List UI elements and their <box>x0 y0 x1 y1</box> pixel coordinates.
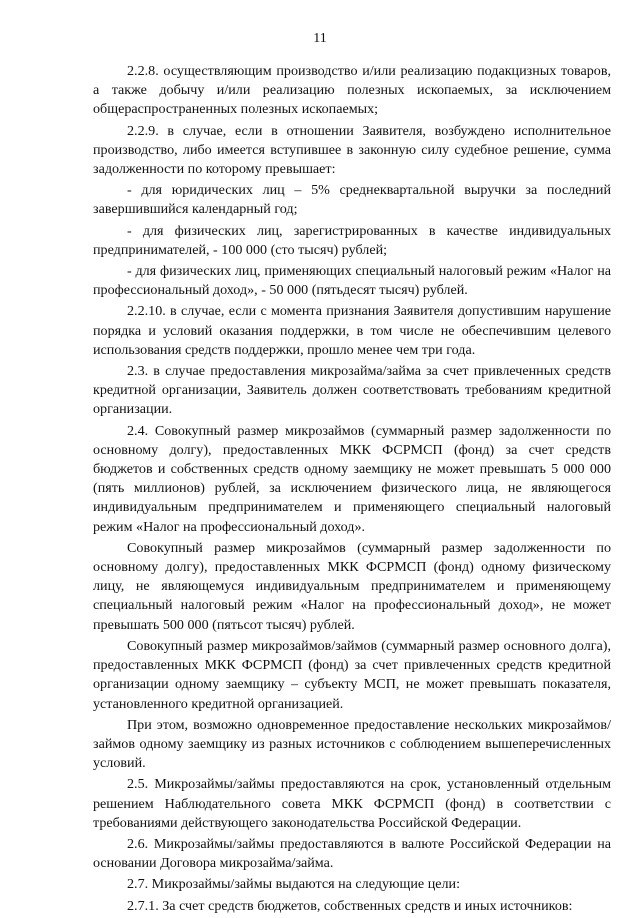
paragraph-2-4-individuals: Совокупный размер микрозаймов (суммарный размер задолженности по основному долгу), предоставленных МКК ФСРМСП (фонд) одному физическому лицу, не являющемуся индивидуальным предпринимателем и применяющему специальный налоговый режим «Налог на профессиональный доход», не может превышать 500 000 (пятьсот тысяч) рублей. <box>93 539 611 633</box>
paragraph-2-2-10: 2.2.10. в случае, если с момента признания Заявителя допустившим нарушение порядка и условий оказания поддержки, в том числе не обеспечившим целевого использования средств поддержки, прошло менее чем три года. <box>93 303 611 358</box>
paragraph-2-4-simultaneous: При этом, возможно одновременное предоставление нескольких микрозаймов/займов одному заемщику из разных источников с соблюдением вышеперечисленных условий. <box>93 716 611 772</box>
paragraph-2-5: 2.5. Микрозаймы/займы предоставляются на срок, установленный отдельным решением Наблюдательного совета МКК ФСРМСП (фонд) в соответствии с требованиями действующего законодательства Российской Федерации. <box>93 776 611 831</box>
paragraph-2-6: 2.6. Микрозаймы/займы предоставляются в валюте Российской Федерации на основании Договора микрозайма/займа. <box>93 835 611 872</box>
paragraph-2-3: 2.3. в случае предоставления микрозайма/займа за счет привлеченных средств кредитной организации, Заявитель должен соответствовать требованиям кредитной организации. <box>93 363 611 418</box>
document-body <box>93 62 611 918</box>
list-item-legal-entities: - для юридических лиц – 5% среднеквартальной выручки за последний завершившийся календарный год; <box>93 182 611 218</box>
list-item-self-employed: - для физических лиц, применяющих специальный налоговый режим «Налог на профессиональный доход», - 50 000 (пятьдесят тысяч) рублей. <box>93 263 611 299</box>
list-item-individual-entrepreneurs: - для физических лиц, зарегистрированных в качестве индивидуальных предпринимателей, - 100 000 (сто тысяч) рублей; <box>93 222 611 258</box>
paragraph-2-7-1: 2.7.1. За счет средств бюджетов, собственных средств и иных источников: <box>127 897 573 914</box>
paragraph-2-2-9: 2.2.9. в случае, если в отношении Заявителя, возбуждено исполнительное производство, либо имеется вступившее в законную силу судебное решение, сумма задолженности по которому превышает: <box>93 122 611 178</box>
paragraph-2-4-credit-org: Совокупный размер микрозаймов/займов (суммарный размер основного долга), предоставленных МКК ФСРМСП (фонд) за счет привлеченных средств кредитной организации одному заемщику – субъекту МСП, не может превышать показателя, установленного кредитной организацией. <box>93 637 611 712</box>
paragraph-2-2-8: 2.2.8. осуществляющим производство и/или реализацию подакцизных товаров, а также добычу и/или реализацию полезных ископаемых, за исключением общераспространенных полезных ископаемых; <box>93 63 611 118</box>
page-number: 11 <box>313 31 327 46</box>
paragraph-2-7: 2.7. Микрозаймы/займы выдаются на следующие цели: <box>127 876 460 893</box>
paragraph-2-4: 2.4. Совокупный размер микрозаймов (суммарный размер задолженности по основному долгу), предоставленных МКК ФСРМСП (фонд) за счет средств бюджетов и собственных средств одному заемщику не может превышать 5 000 000 (пять миллионов) рублей, за исключением физического лица, не являющегося индивидуальным предпринимателем и применяющего специальный налоговый режим «Налог на профессиональный доход». <box>93 422 611 535</box>
